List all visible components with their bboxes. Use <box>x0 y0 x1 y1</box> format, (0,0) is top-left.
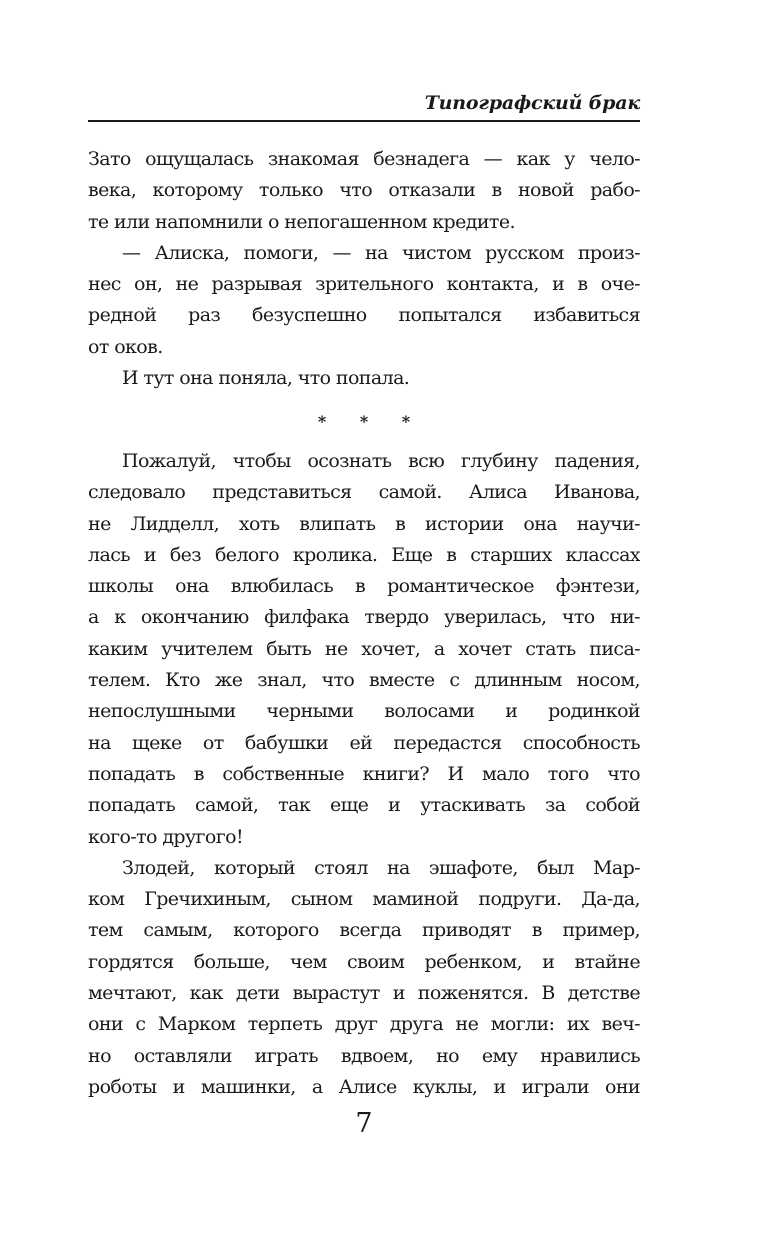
text-line: роботы и машинки, а Алисе куклы, и играли они <box>88 1075 640 1098</box>
text-line: те или напомнили о непогашенном кредите. <box>88 210 515 233</box>
paragraph <box>88 144 640 238</box>
text-line: Зато ощущалась знакомая безнадега — как у чело- <box>88 148 640 170</box>
text-line: попадать в собственные книги? И мало того что <box>88 762 640 785</box>
text-line: непослушными черными волосами и родинкой <box>88 700 640 723</box>
text-block-top <box>88 144 640 394</box>
text-line: а к окончанию филфака твердо уверилась, что ни- <box>88 606 640 629</box>
text-line: Пожалуй, чтобы осознать всю глубину падения, <box>122 450 640 472</box>
text-line: лась и без белого кролика. Еще в старших классах <box>88 543 640 566</box>
text-line: И тут она поняла, что попала. <box>122 367 410 390</box>
paragraph <box>88 446 640 853</box>
text-line: века, которому только что отказали в новой рабо- <box>88 179 640 202</box>
text-line: кого-то другого! <box>88 825 243 848</box>
text-line: попадать самой, так еще и утаскивать за собой <box>88 794 640 817</box>
text-line: гордятся больше, чем своим ребенком, и втайне <box>88 950 640 973</box>
text-line: нес он, не разрывая зрительного контакта, и в оче- <box>88 273 640 296</box>
text-line: не Лидделл, хоть влипать в истории она научи- <box>88 512 640 535</box>
text-line: — Алиска, помоги, — на чистом русском произ- <box>122 241 640 264</box>
text-line: каким учителем быть не хочет, а хочет стать писа- <box>88 637 640 660</box>
running-header <box>88 92 640 122</box>
text-line: телем. Кто же знал, что вместе с длинным носом, <box>88 669 640 692</box>
paragraph <box>88 363 640 394</box>
text-block-bottom <box>88 446 640 1103</box>
text-line: от оков. <box>88 335 163 358</box>
text-line: они с Марком терпеть друг друга не могли: их веч- <box>88 1013 640 1036</box>
text-line: следовало представиться самой. Алиса Иванова, <box>88 481 640 504</box>
section-break: * * * <box>317 412 425 431</box>
page-number: 7 <box>355 1108 373 1139</box>
running-title: Типографский брак <box>424 92 640 114</box>
text-line: но оставляли играть вдвоем, но ему нравились <box>88 1044 640 1067</box>
text-line: ком Гречихиным, сыном маминой подруги. Да-да, <box>88 888 640 911</box>
paragraph <box>88 238 640 363</box>
text-line: тем самым, которого всегда приводят в пример, <box>88 919 640 942</box>
text-line: мечтают, как дети вырастут и поженятся. В детстве <box>88 982 640 1005</box>
text-line: редной раз безуспешно попытался избавиться <box>88 304 640 327</box>
paragraph <box>88 853 640 1103</box>
text-line: на щеке от бабушки ей передастся способность <box>88 731 640 754</box>
text-line: Злодей, который стоял на эшафоте, был Мар- <box>122 856 640 879</box>
text-line: школы она влюбилась в романтическое фэнтези, <box>88 575 640 598</box>
